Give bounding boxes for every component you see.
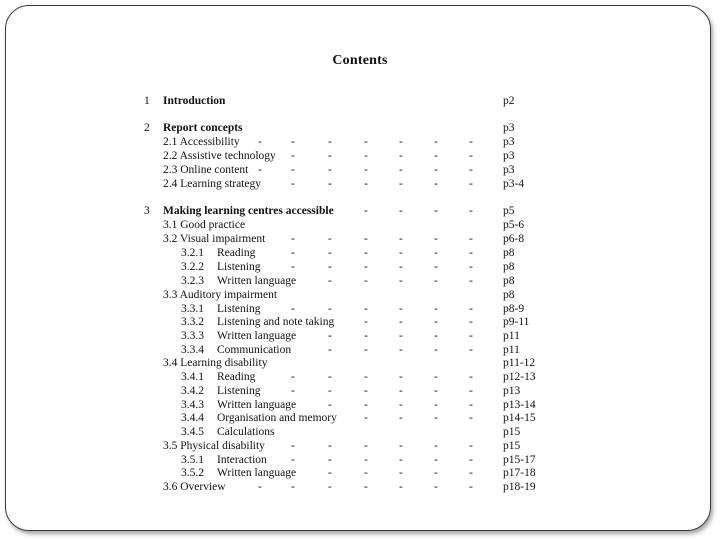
toc-page-number: p11 xyxy=(503,330,520,342)
leader-dash: - xyxy=(364,454,368,466)
toc-entry-label: Written language xyxy=(217,275,297,287)
toc-entry-label: 3.1 Good practice xyxy=(163,219,246,231)
leader-dash: - xyxy=(328,330,332,342)
leader-dash: - xyxy=(364,399,368,411)
leader-dash: - xyxy=(291,440,295,452)
leader-dash: - xyxy=(258,164,262,176)
leader-dash: - xyxy=(434,454,438,466)
leader-dash: - xyxy=(291,136,295,148)
leader-dash: - xyxy=(258,481,262,493)
leader-dash: - xyxy=(399,178,403,190)
leader-dash: - xyxy=(399,467,403,479)
leader-dash: - xyxy=(399,399,403,411)
toc-section-entry xyxy=(0,94,720,108)
leader-dash: - xyxy=(328,164,332,176)
leader-dash: - xyxy=(434,303,438,315)
leader-dash: - xyxy=(434,385,438,397)
leader-dash: - xyxy=(434,261,438,273)
leader-dash: - xyxy=(434,371,438,383)
toc-entry-label: 2.2 Assistive technology xyxy=(163,150,276,162)
toc-entry-number: 3.3.4 xyxy=(181,344,204,356)
toc-section-entry xyxy=(0,121,720,135)
leader-dash: - xyxy=(399,233,403,245)
leader-dash: - xyxy=(469,385,473,397)
toc-entry-number: 3.2.3 xyxy=(181,275,204,287)
toc-entry-label: Communication xyxy=(217,344,292,356)
toc-subsubsection-entry xyxy=(0,260,720,274)
toc-subsection-entry xyxy=(0,288,720,302)
leader-dash: - xyxy=(364,330,368,342)
toc-entry-label: Making learning centres accessible xyxy=(163,205,334,217)
leader-dash: - xyxy=(291,371,295,383)
toc-subsection-entry xyxy=(0,163,720,177)
toc-entry-label: Report concepts xyxy=(163,122,243,134)
leader-dash: - xyxy=(328,275,332,287)
toc-subsection-entry xyxy=(0,135,720,149)
toc-page-number: p3 xyxy=(503,122,515,134)
leader-dash: - xyxy=(434,150,438,162)
leader-dash: - xyxy=(469,454,473,466)
leader-dash: - xyxy=(469,481,473,493)
leader-dash: - xyxy=(364,261,368,273)
leader-dash: - xyxy=(328,261,332,273)
leader-dash: - xyxy=(434,399,438,411)
leader-dash: - xyxy=(434,330,438,342)
contents-title: Contents xyxy=(332,53,388,68)
toc-subsubsection-entry xyxy=(0,246,720,260)
leader-dash: - xyxy=(364,440,368,452)
leader-dash: - xyxy=(434,164,438,176)
toc-page-number: p8 xyxy=(503,247,515,259)
leader-dash: - xyxy=(364,205,368,217)
toc-entry-label: Listening and note taking xyxy=(217,316,335,328)
leader-dash: - xyxy=(291,261,295,273)
toc-subsection-entry xyxy=(0,218,720,232)
toc-subsubsection-entry xyxy=(0,466,720,480)
toc-section-entry xyxy=(0,204,720,218)
toc-page-number: p3 xyxy=(503,150,515,162)
leader-dash: - xyxy=(399,247,403,259)
toc-entry-number: 3.4.2 xyxy=(181,385,204,397)
leader-dash: - xyxy=(364,178,368,190)
leader-dash: - xyxy=(434,316,438,328)
leader-dash: - xyxy=(328,344,332,356)
toc-subsubsection-entry xyxy=(0,384,720,398)
toc-page-number: p13-14 xyxy=(503,399,536,411)
leader-dash: - xyxy=(434,344,438,356)
toc-entry-label: Written language xyxy=(217,399,297,411)
leader-dash: - xyxy=(364,467,368,479)
leader-dash: - xyxy=(434,178,438,190)
leader-dash: - xyxy=(399,371,403,383)
leader-dash: - xyxy=(328,178,332,190)
leader-dash: - xyxy=(364,344,368,356)
toc-page-number: p18-19 xyxy=(503,481,536,493)
leader-dash: - xyxy=(328,371,332,383)
toc-page-number: p11 xyxy=(503,344,520,356)
toc-entry-number: 3.2.1 xyxy=(181,247,204,259)
leader-dash: - xyxy=(469,344,473,356)
toc-entry-number: 3.5.1 xyxy=(181,454,204,466)
toc-entry-number: 3.2.2 xyxy=(181,261,204,273)
toc-page-number: p13 xyxy=(503,385,521,397)
leader-dash: - xyxy=(291,178,295,190)
leader-dash: - xyxy=(328,481,332,493)
leader-dash: - xyxy=(364,136,368,148)
leader-dash: - xyxy=(469,247,473,259)
leader-dash: - xyxy=(399,481,403,493)
toc-entry-label: 3.4 Learning disability xyxy=(163,357,268,369)
leader-dash: - xyxy=(291,150,295,162)
leader-dash: - xyxy=(399,275,403,287)
toc-entry-label: 3.2 Visual impairment xyxy=(163,233,266,245)
toc-entry-label: 3.5 Physical disability xyxy=(163,440,265,452)
leader-dash: - xyxy=(434,136,438,148)
leader-dash: - xyxy=(364,233,368,245)
toc-entry-label: 2.4 Learning strategy xyxy=(163,178,262,190)
leader-dash: - xyxy=(328,467,332,479)
leader-dash: - xyxy=(291,481,295,493)
toc-page-number: p6-8 xyxy=(503,233,525,245)
leader-dash: - xyxy=(328,303,332,315)
toc-subsubsection-entry xyxy=(0,411,720,425)
toc-entry-label: 2.3 Online content xyxy=(163,164,249,176)
toc-subsubsection-entry xyxy=(0,302,720,316)
leader-dash: - xyxy=(469,303,473,315)
leader-dash: - xyxy=(469,440,473,452)
leader-dash: - xyxy=(328,136,332,148)
toc-page-number: p14-15 xyxy=(503,412,536,424)
toc-subsubsection-entry xyxy=(0,453,720,467)
toc-entry-number: 3.4.4 xyxy=(181,412,204,424)
toc-entry-label: Reading xyxy=(217,247,256,259)
toc-page-number: p3 xyxy=(503,136,515,148)
toc-page-number: p5 xyxy=(503,205,515,217)
leader-dash: - xyxy=(399,440,403,452)
toc-subsubsection-entry xyxy=(0,329,720,343)
toc-page-number: p8-9 xyxy=(503,303,525,315)
leader-dash: - xyxy=(328,440,332,452)
toc-entry-label: Reading xyxy=(217,371,256,383)
leader-dash: - xyxy=(469,205,473,217)
leader-dash: - xyxy=(469,467,473,479)
leader-dash: - xyxy=(364,412,368,424)
leader-dash: - xyxy=(469,178,473,190)
leader-dash: - xyxy=(291,454,295,466)
leader-dash: - xyxy=(399,385,403,397)
toc-entry-label: Organisation and memory xyxy=(217,412,337,424)
toc-subsubsection-entry xyxy=(0,398,720,412)
leader-dash: - xyxy=(469,150,473,162)
leader-dash: - xyxy=(291,164,295,176)
leader-dash: - xyxy=(399,412,403,424)
leader-dash: - xyxy=(434,247,438,259)
leader-dash: - xyxy=(364,371,368,383)
leader-dash: - xyxy=(434,412,438,424)
toc-entry-label: 3.3 Auditory impairment xyxy=(163,289,278,301)
toc-page-number: p9-11 xyxy=(503,316,530,328)
leader-dash: - xyxy=(469,412,473,424)
toc-entry-label: Calculations xyxy=(217,426,275,438)
leader-dash: - xyxy=(291,303,295,315)
leader-dash: - xyxy=(399,261,403,273)
toc-entry-label: Written language xyxy=(217,330,297,342)
toc-entry-number: 3.4.3 xyxy=(181,399,204,411)
toc-entry-label: 3.6 Overview xyxy=(163,481,226,493)
toc-entry-label: Listening xyxy=(217,261,261,273)
toc-page-number: p2 xyxy=(503,95,515,107)
leader-dash: - xyxy=(364,275,368,287)
leader-dash: - xyxy=(469,371,473,383)
toc-entry-number: 3.3.3 xyxy=(181,330,204,342)
leader-dash: - xyxy=(469,136,473,148)
toc-subsubsection-entry xyxy=(0,343,720,357)
leader-dash: - xyxy=(469,316,473,328)
leader-dash: - xyxy=(364,481,368,493)
leader-dash: - xyxy=(364,150,368,162)
toc-page-number: p17-18 xyxy=(503,467,536,479)
leader-dash: - xyxy=(399,164,403,176)
leader-dash: - xyxy=(469,399,473,411)
toc-subsection-entry xyxy=(0,439,720,453)
toc-entry-label: 2.1 Accessibility xyxy=(163,136,240,148)
toc-page-number: p15 xyxy=(503,440,521,452)
leader-dash: - xyxy=(469,164,473,176)
leader-dash: - xyxy=(469,275,473,287)
toc-entry-number: 3.4.5 xyxy=(181,426,204,438)
leader-dash: - xyxy=(291,233,295,245)
toc-page-number: p15 xyxy=(503,426,521,438)
leader-dash: - xyxy=(399,136,403,148)
leader-dash: - xyxy=(399,205,403,217)
toc-page-number: p11-12 xyxy=(503,357,536,369)
toc-page-number: p3-4 xyxy=(503,178,525,190)
leader-dash: - xyxy=(399,150,403,162)
toc-entry-label: Interaction xyxy=(217,454,267,466)
leader-dash: - xyxy=(328,454,332,466)
leader-dash: - xyxy=(258,136,262,148)
leader-dash: - xyxy=(291,385,295,397)
toc-entry-label: Written language xyxy=(217,467,297,479)
toc-subsubsection-entry xyxy=(0,370,720,384)
toc-subsection-entry xyxy=(0,177,720,191)
leader-dash: - xyxy=(434,205,438,217)
leader-dash: - xyxy=(399,303,403,315)
toc-entry-number: 3.4.1 xyxy=(181,371,204,383)
toc-subsubsection-entry xyxy=(0,315,720,329)
leader-dash: - xyxy=(328,150,332,162)
toc-entry-number: 3.3.2 xyxy=(181,316,204,328)
toc-entry-number: 3 xyxy=(144,205,150,217)
leader-dash: - xyxy=(399,316,403,328)
leader-dash: - xyxy=(328,399,332,411)
leader-dash: - xyxy=(434,440,438,452)
leader-dash: - xyxy=(364,247,368,259)
leader-dash: - xyxy=(291,247,295,259)
toc-page-number: p5-6 xyxy=(503,219,525,231)
toc-entry-label: Introduction xyxy=(163,95,226,107)
leader-dash: - xyxy=(328,385,332,397)
leader-dash: - xyxy=(399,454,403,466)
toc-entry-number: 3.5.2 xyxy=(181,467,204,479)
leader-dash: - xyxy=(399,330,403,342)
toc-page-number: p8 xyxy=(503,289,515,301)
leader-dash: - xyxy=(399,344,403,356)
leader-dash: - xyxy=(328,233,332,245)
leader-dash: - xyxy=(364,164,368,176)
leader-dash: - xyxy=(469,261,473,273)
leader-dash: - xyxy=(434,233,438,245)
leader-dash: - xyxy=(434,481,438,493)
toc-entry-label: Listening xyxy=(217,385,261,397)
toc-page-number: p8 xyxy=(503,261,515,273)
leader-dash: - xyxy=(469,330,473,342)
leader-dash: - xyxy=(364,316,368,328)
toc-subsubsection-entry xyxy=(0,274,720,288)
leader-dash: - xyxy=(328,247,332,259)
toc-subsection-entry xyxy=(0,480,720,494)
toc-subsection-entry xyxy=(0,149,720,163)
leader-dash: - xyxy=(434,467,438,479)
toc-subsection-entry xyxy=(0,356,720,370)
toc-subsubsection-entry xyxy=(0,425,720,439)
leader-dash: - xyxy=(469,233,473,245)
toc-page-number: p3 xyxy=(503,164,515,176)
toc-page-number: p15-17 xyxy=(503,454,536,466)
leader-dash: - xyxy=(364,385,368,397)
leader-dash: - xyxy=(364,303,368,315)
toc-entry-label: Listening xyxy=(217,303,261,315)
toc-page-number: p8 xyxy=(503,275,515,287)
toc-entry-number: 2 xyxy=(144,122,150,134)
toc-entry-number: 3.3.1 xyxy=(181,303,204,315)
toc-entry-number: 1 xyxy=(144,95,150,107)
toc-subsection-entry xyxy=(0,232,720,246)
leader-dash: - xyxy=(434,275,438,287)
toc-page-number: p12-13 xyxy=(503,371,536,383)
